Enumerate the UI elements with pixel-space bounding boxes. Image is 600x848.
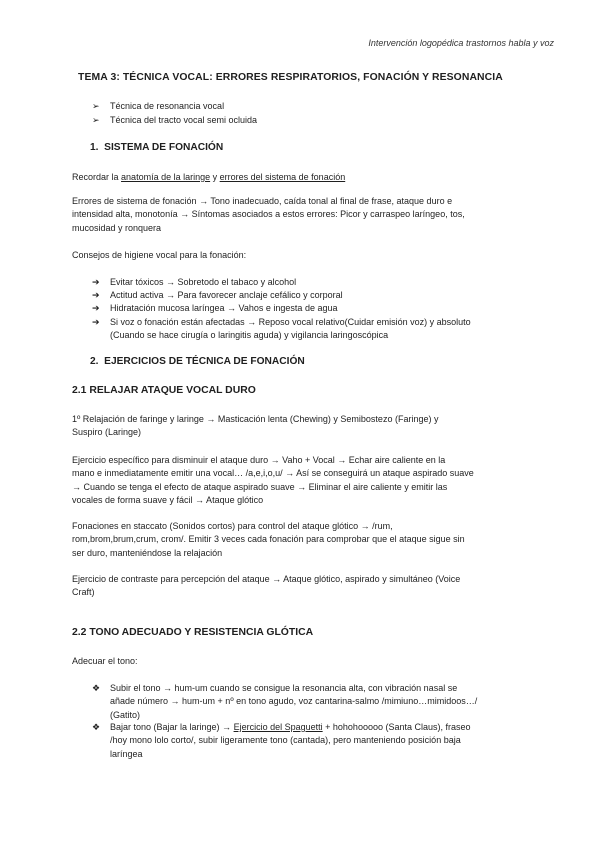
consejo-item: ➔ Evitar tóxicos → Sobretodo el tabaco y alcohol: [110, 276, 550, 289]
running-header: Intervención logopédica trastornos habla y voz: [368, 38, 554, 48]
arrow-bullet-icon: ➢: [92, 101, 100, 111]
anatomia-laringe-link[interactable]: anatomía de la laringe: [121, 172, 211, 182]
diamond-bullet-icon: ❖: [92, 722, 101, 732]
arrow-bullet-icon: ➔: [92, 290, 100, 300]
adecuar-tono-intro: Adecuar el tono:: [72, 656, 138, 666]
arrow-bullet-icon: ➔: [92, 277, 100, 287]
relajacion-paragraph: 1º Relajación de faringe y laringe → Masticación lenta (Chewing) y Semibostezo (Faringe) y Suspiro (Laringe): [72, 414, 439, 438]
intro-list-item: ➢ Técnica de resonancia vocal: [110, 100, 550, 113]
tono-item: ❖ Subir el tono → hum-um cuando se consigue la resonancia alta, con vibración nasal se añade número → hum-um + nº en tono agudo, voz cantarina-salmo /mimiuno…mimidoos…/ (Gatito): [92, 683, 478, 720]
consejo-item: ➔ Actitud activa → Para favorecer anclaje cefálico y corporal: [110, 289, 550, 302]
consejo-item: ➔ Si voz o fonación están afectadas → Reposo vocal relativo(Cuidar emisión voz) y absoluto (Cuando se hace cirugía o laringitis aguda) y vigilancia laringoscópica: [92, 317, 471, 341]
spaguetti-exercise-link[interactable]: Ejercicio del Spaguetti: [233, 722, 323, 732]
subsection-2-2-heading: 2.2 TONO ADECUADO Y RESISTENCIA GLÓTICA: [72, 627, 314, 638]
ejercicio-especifico-paragraph: Ejercicio específico para disminuir el ataque duro → Vaho + Vocal → Echar aire caliente en la mano e inmediatamente emitir una vocal… /a,e,i,o,u/ → Así se conseguirá un ataque aspirado suave → Cuando se tenga el efecto de ataque aspirado suave → Eliminar el aire caliente y emitir las vocales de forma suave y fácil → Ataque glótico: [72, 455, 474, 506]
section-1-heading: 1. SISTEMA DE FONACIÓN: [90, 142, 224, 153]
section-2-heading: 2. EJERCICIOS DE TÉCNICA DE FONACIÓN: [90, 356, 305, 367]
recordar-line: Recordar la anatomía de la laringe y errores del sistema de fonación: [72, 172, 346, 182]
subsection-2-1-heading: 2.1 RELAJAR ATAQUE VOCAL DURO: [72, 385, 256, 396]
document-title: TEMA 3: TÉCNICA VOCAL: ERRORES RESPIRATORIOS, FONACIÓN Y RESONANCIA: [78, 72, 503, 83]
diamond-bullet-icon: ❖: [92, 683, 101, 693]
contraste-paragraph: Ejercicio de contraste para percepción del ataque → Ataque glótico, aspirado y simultáneo (Voice Craft): [72, 574, 461, 598]
consejo-item: ➔ Hidratación mucosa laríngea → Vahos e ingesta de agua: [110, 302, 550, 315]
intro-list-item: ➢ Técnica del tracto vocal semi ocluida: [110, 114, 550, 127]
arrow-bullet-icon: ➔: [92, 303, 100, 313]
consejos-intro: Consejos de higiene vocal para la fonación:: [72, 250, 247, 260]
errores-fonacion-link[interactable]: errores del sistema de fonación: [219, 172, 346, 182]
errores-paragraph: Errores de sistema de fonación → Tono inadecuado, caída tonal al final de frase, ataque duro e intensidad alta, monotonía → Síntomas asociados a estos errores: Picor y carraspeo laríngeo, tos, mucosidad y ronquera: [72, 196, 465, 233]
arrow-bullet-icon: ➔: [92, 317, 100, 327]
staccato-paragraph: Fonaciones en staccato (Sonidos cortos) para control del ataque glótico → /rum, rom,brom,brum,crum, crom/. Emitir 3 veces cada fonación para comprobar que el ataque sigue sin ser duro, manteniéndose la relajación: [72, 521, 465, 558]
arrow-bullet-icon: ➢: [92, 115, 100, 125]
tono-item: ❖ Bajar tono (Bajar la laringe) → Ejercicio del Spaguetti + hohohooooo (Santa Claus), fraseo /hoy mono lolo corto/, subir ligeramente tono (cantada), pero manteniendo posición baja laríngea: [92, 722, 471, 759]
